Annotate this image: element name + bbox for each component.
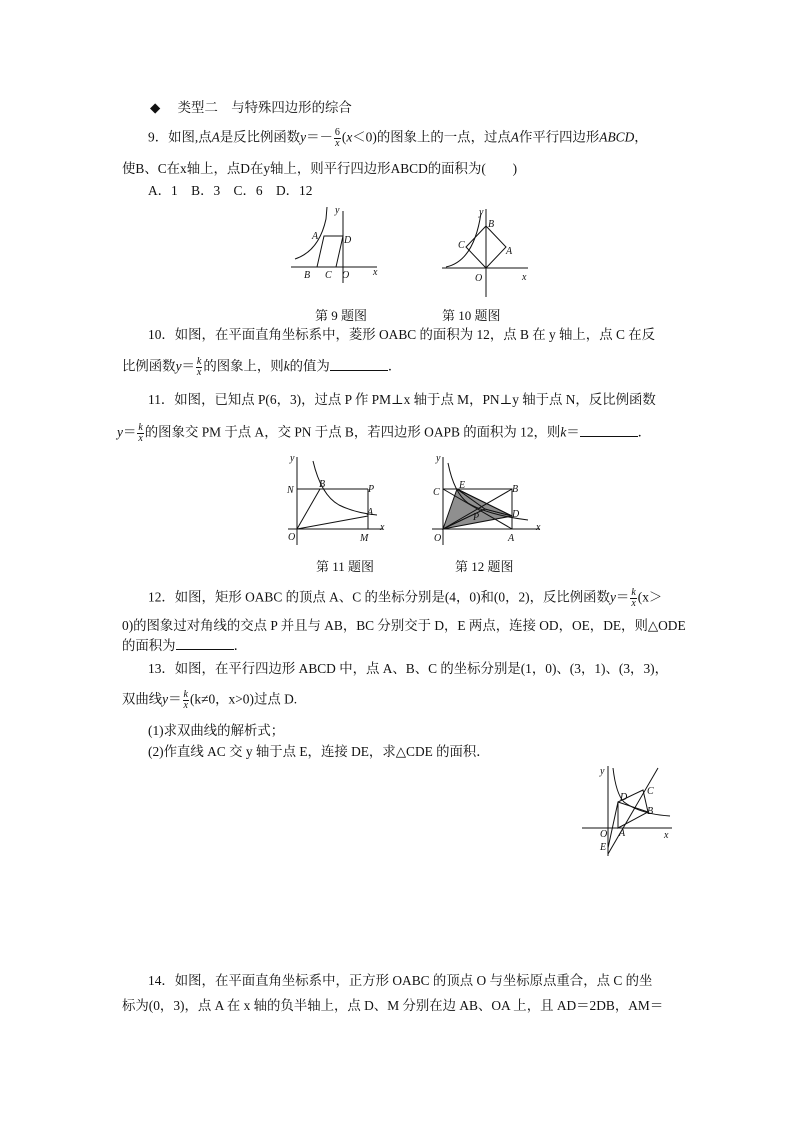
q13-line2: 双曲线y＝ $\frac{k}{x}$ (k≠0，x>0)过点 D. [122,689,298,711]
fig11-caption: 第 11 题图 [316,559,375,574]
fig9-label-b: B [304,270,311,281]
q11-line1: 11．如图，已知点 P(6，3)，过点 P 作 PM⊥x 轴于点 M，PN⊥y 轴于点 N，反比例函数 [148,392,656,407]
q9-fraction: $\frac{6}{x}$ [334,127,340,149]
fig12-label-o: O [434,533,442,544]
section-title: 类型二 与特殊四边形的综合 [177,100,352,115]
q10-line1: 10．如图，在平面直角坐标系中，菱形 OABC 的面积为 12，点 B 在 y 轴上，点 C 在反 [148,327,655,342]
fig12-label-a: A [508,533,515,544]
q12-line1: 12．如图，矩形 OABC 的顶点 A、C 的坐标分别是(4，0)和(0，2)，反比例函数y＝ $\frac{k}{x}$ (x＞ [148,587,663,609]
fig13-label-c: C [647,786,654,797]
section-heading [150,99,352,117]
fig10-label-o: O [475,273,483,284]
fig11-label-b: B [319,479,326,490]
fig10-label-y: y [479,207,484,218]
fig9-label-o: O [342,270,350,281]
fig12-label-d: D [512,509,520,520]
fig10-label-a: A [506,246,513,257]
figure-13 [580,764,685,859]
fig10-label-x: x [522,272,527,283]
fig11-label-m: M [360,533,369,544]
q11-line2: y＝ $\frac{k}{x}$ 的图象交 PM 于点 A，交 PN 于点 B，若四边形 OAPB 的面积为 12，则k＝ ． [117,422,652,444]
fig11-label-p: P [368,484,375,495]
q11-answer-blank[interactable] [580,424,638,437]
q13-fraction: $\frac{k}{x}$ [183,689,188,711]
fig11-label-o: O [288,532,296,543]
q9-options: A．1 B．3 C．6 D．12 [148,183,313,198]
q12-fraction: $\frac{k}{x}$ [631,587,636,609]
q10-answer-blank[interactable] [330,358,388,371]
fig13-label-x: x [664,830,669,841]
fig12-label-e: E [459,480,466,491]
fig9-caption: 第 9 题图 [315,308,368,323]
figure-11 [283,455,393,547]
q13-part1: (1)求双曲线的解析式； [148,723,285,738]
fig13-label-y: y [600,766,605,777]
fig9-label-a: A [312,231,319,242]
fig12-label-c: C [433,487,440,498]
fig13-label-b: B [647,806,654,817]
fig12-label-x: x [536,522,541,533]
fig11-label-x: x [380,522,385,533]
q12-line3: 的面积为 ． [122,638,247,653]
q12-line2: 0)的图象过对角线的交点 P 并且与 AB，BC 分别交于 D，E 两点，连接 OD，OE，DE，则△ODE [122,618,686,633]
q14-line2: 标为(0，3)，点 A 在 x 轴的负半轴上，点 D、M 分别在边 AB、OA 上，且 AD＝2DB，AM＝ [122,998,664,1013]
fig11-label-y: y [290,453,295,464]
q13-part2: (2)作直线 AC 交 y 轴于点 E，连接 DE，求△CDE 的面积． [148,744,490,759]
fig12-caption: 第 12 题图 [455,559,514,574]
q10-line2: 比例函数y＝ $\frac{k}{x}$ 的图象上，则k的值为 ． [122,356,402,378]
figure-9 [285,205,395,285]
q13-line1: 13．如图，在平行四边形 ABCD 中，点 A、B、C 的坐标分别是(1，0)、(3，1)、(3，3)， [148,661,668,676]
fig10-caption: 第 10 题图 [442,308,501,323]
fig9-label-c: C [325,270,332,281]
q12-answer-blank[interactable] [176,637,234,650]
fig9-label-y: y [335,205,340,216]
fig13-label-o: O [600,829,608,840]
figure-10 [440,205,540,300]
fig13-label-d: D [620,792,628,803]
fig12-label-b: B [512,484,519,495]
fig13-label-a: A [619,828,626,839]
fig10-label-b: B [488,219,495,230]
fig9-label-d: D [344,235,352,246]
fig13-label-e: E [600,842,607,853]
q14-line1: 14．如图，在平面直角坐标系中，正方形 OABC 的顶点 O 与坐标原点重合，点 C 的坐 [148,973,653,988]
q9-line2: 使B、C在x轴上，点D在y轴上，则平行四边形ABCD的面积为( ) [122,161,518,176]
fig10-label-c: C [458,240,465,251]
q11-fraction: $\frac{k}{x}$ [138,422,143,444]
q9-line1: 9．如图,点A是反比例函数y＝－ $\frac{6}{x}$ (x＜0)的图象上的一点，过点A作平行四边形ABCD， [148,127,648,149]
fig12-label-p: P [473,512,480,523]
fig12-label-y: y [436,453,441,464]
section-bullet: ◆ [150,100,161,115]
fig11-label-a: A [367,507,374,518]
q10-fraction: $\frac{k}{x}$ [196,356,202,378]
fig9-label-x: x [373,267,378,278]
fig11-label-n: N [287,485,294,496]
figure-12 [428,455,543,547]
